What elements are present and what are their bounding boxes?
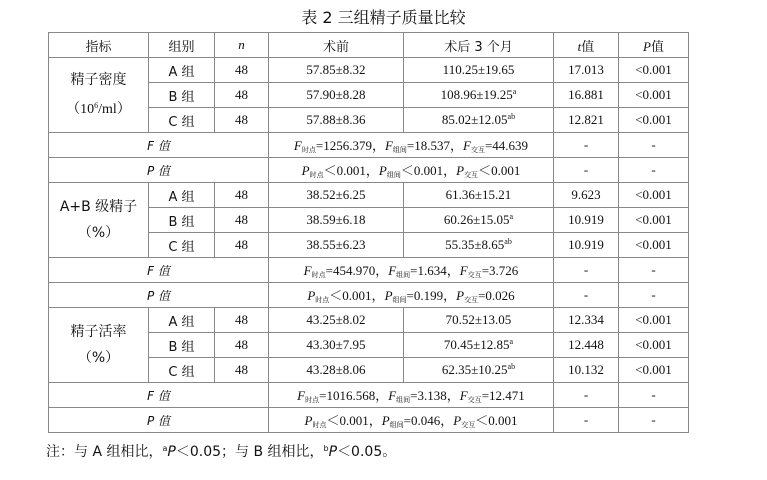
n-cell: 48 [215, 308, 269, 333]
dash-t: - [554, 158, 619, 183]
group-cell: A 组 [149, 183, 215, 208]
pre-cell: 57.85±8.32 [269, 58, 404, 83]
p-stat-values: $P_{时点}<0.001$，$P_{组间}<0.001$，$P_{交互}<0.001$ [269, 158, 554, 183]
f-stat-values: $F_{时点}=454.970$，$F_{组间}=1.634$，$F_{交互}=3.726$ [269, 258, 554, 283]
group-cell: B 组 [149, 83, 215, 108]
group-cell: C 组 [149, 108, 215, 133]
p-value-label: P 值 [49, 283, 269, 308]
t-cell: 10.919 [554, 233, 619, 258]
p-cell: <0.001 [619, 358, 689, 383]
p-stat-values: $P_{时点}<0.001$，$P_{组间}=0.046$，$P_{交互}<0.001$ [269, 408, 554, 433]
t-cell: 10.919 [554, 208, 619, 233]
p-stat-row [49, 158, 689, 183]
dash-t: - [554, 408, 619, 433]
t-cell: 12.334 [554, 308, 619, 333]
p-value-label: P 值 [49, 408, 269, 433]
header-post: 术后 3 个月 [404, 33, 554, 58]
f-stat-row [49, 258, 689, 283]
dash-p: - [619, 133, 689, 158]
t-cell: 12.821 [554, 108, 619, 133]
header-p: P值 [619, 33, 689, 58]
n-cell: 48 [215, 358, 269, 383]
t-cell: 16.881 [554, 83, 619, 108]
post-cell: 55.35±8.65$^{ab}$ [404, 233, 554, 258]
t-cell: 17.013 [554, 58, 619, 83]
f-value-label: F 值 [49, 258, 269, 283]
p-stat-row [49, 408, 689, 433]
comparison-table [48, 32, 689, 433]
p-stat-row [49, 283, 689, 308]
dash-p: - [619, 283, 689, 308]
p-cell: <0.001 [619, 208, 689, 233]
t-cell: 12.448 [554, 333, 619, 358]
p-cell: <0.001 [619, 233, 689, 258]
post-cell: 108.96±19.25$^a$ [404, 83, 554, 108]
header-row [49, 33, 689, 58]
indicator-name: A+B 级精子 （%） [49, 183, 149, 258]
n-cell: 48 [215, 183, 269, 208]
header-n: n [215, 33, 269, 58]
f-stat-values: $F_{时点}=1016.568$，$F_{组间}=3.138$，$F_{交互}=12.471$ [269, 383, 554, 408]
group-cell: C 组 [149, 358, 215, 383]
p-stat-values: $P_{时点}<0.001$，$P_{组间}=0.199$，$P_{交互}=0.026$ [269, 283, 554, 308]
header-pre: 术前 [269, 33, 404, 58]
dash-t: - [554, 283, 619, 308]
pre-cell: 38.52±6.25 [269, 183, 404, 208]
table-title: 表 2 三组精子质量比较 [301, 8, 466, 27]
header-indicator: 指标 [49, 33, 149, 58]
pre-cell: 38.55±6.23 [269, 233, 404, 258]
pre-cell: 38.59±6.18 [269, 208, 404, 233]
pre-cell: 57.88±8.36 [269, 108, 404, 133]
pre-cell: 43.30±7.95 [269, 333, 404, 358]
pre-cell: 57.90±8.28 [269, 83, 404, 108]
pre-cell: 43.25±8.02 [269, 308, 404, 333]
n-cell: 48 [215, 233, 269, 258]
n-cell: 48 [215, 83, 269, 108]
post-cell: 61.36±15.21 [404, 183, 554, 208]
table-row [49, 58, 689, 83]
p-cell: <0.001 [619, 333, 689, 358]
indicator-name: 精子活率 （%） [49, 308, 149, 383]
dash-p: - [619, 258, 689, 283]
f-stat-row [49, 133, 689, 158]
dash-t: - [554, 258, 619, 283]
table-row [49, 308, 689, 333]
group-cell: A 组 [149, 308, 215, 333]
f-stat-values: $F_{时点}=1256.379$，$F_{组间}=18.537$，$F_{交互}=44.639$ [269, 133, 554, 158]
header-group: 组别 [149, 33, 215, 58]
indicator-name: 精子密度 $(10^6/ml)$ [49, 58, 149, 133]
post-cell: 70.45±12.85$^a$ [404, 333, 554, 358]
f-value-label: F 值 [49, 383, 269, 408]
t-cell: 9.623 [554, 183, 619, 208]
dash-p: - [619, 383, 689, 408]
group-cell: A 组 [149, 58, 215, 83]
n-cell: 48 [215, 208, 269, 233]
n-cell: 48 [215, 58, 269, 83]
footnote: 注：与 A 组相比，$^a$P＜0.05；与 B 组相比，$^b$P＜0.05。 [46, 444, 397, 460]
p-cell: <0.001 [619, 183, 689, 208]
table-row [49, 183, 689, 208]
group-cell: C 组 [149, 233, 215, 258]
dash-t: - [554, 133, 619, 158]
pre-cell: 43.28±8.06 [269, 358, 404, 383]
n-cell: 48 [215, 333, 269, 358]
group-cell: B 组 [149, 333, 215, 358]
p-cell: <0.001 [619, 83, 689, 108]
p-cell: <0.001 [619, 108, 689, 133]
post-cell: 70.52±13.05 [404, 308, 554, 333]
p-cell: <0.001 [619, 308, 689, 333]
n-cell: 48 [215, 108, 269, 133]
group-cell: B 组 [149, 208, 215, 233]
t-cell: 10.132 [554, 358, 619, 383]
post-cell: 62.35±10.25$^{ab}$ [404, 358, 554, 383]
f-stat-row [49, 383, 689, 408]
post-cell: 60.26±15.05$^a$ [404, 208, 554, 233]
f-value-label: F 值 [49, 133, 269, 158]
post-cell: 85.02±12.05$^{ab}$ [404, 108, 554, 133]
p-cell: <0.001 [619, 58, 689, 83]
header-t: t值 [554, 33, 619, 58]
p-value-label: P 值 [49, 158, 269, 183]
dash-p: - [619, 408, 689, 433]
dash-p: - [619, 158, 689, 183]
dash-t: - [554, 383, 619, 408]
post-cell: 110.25±19.65 [404, 58, 554, 83]
